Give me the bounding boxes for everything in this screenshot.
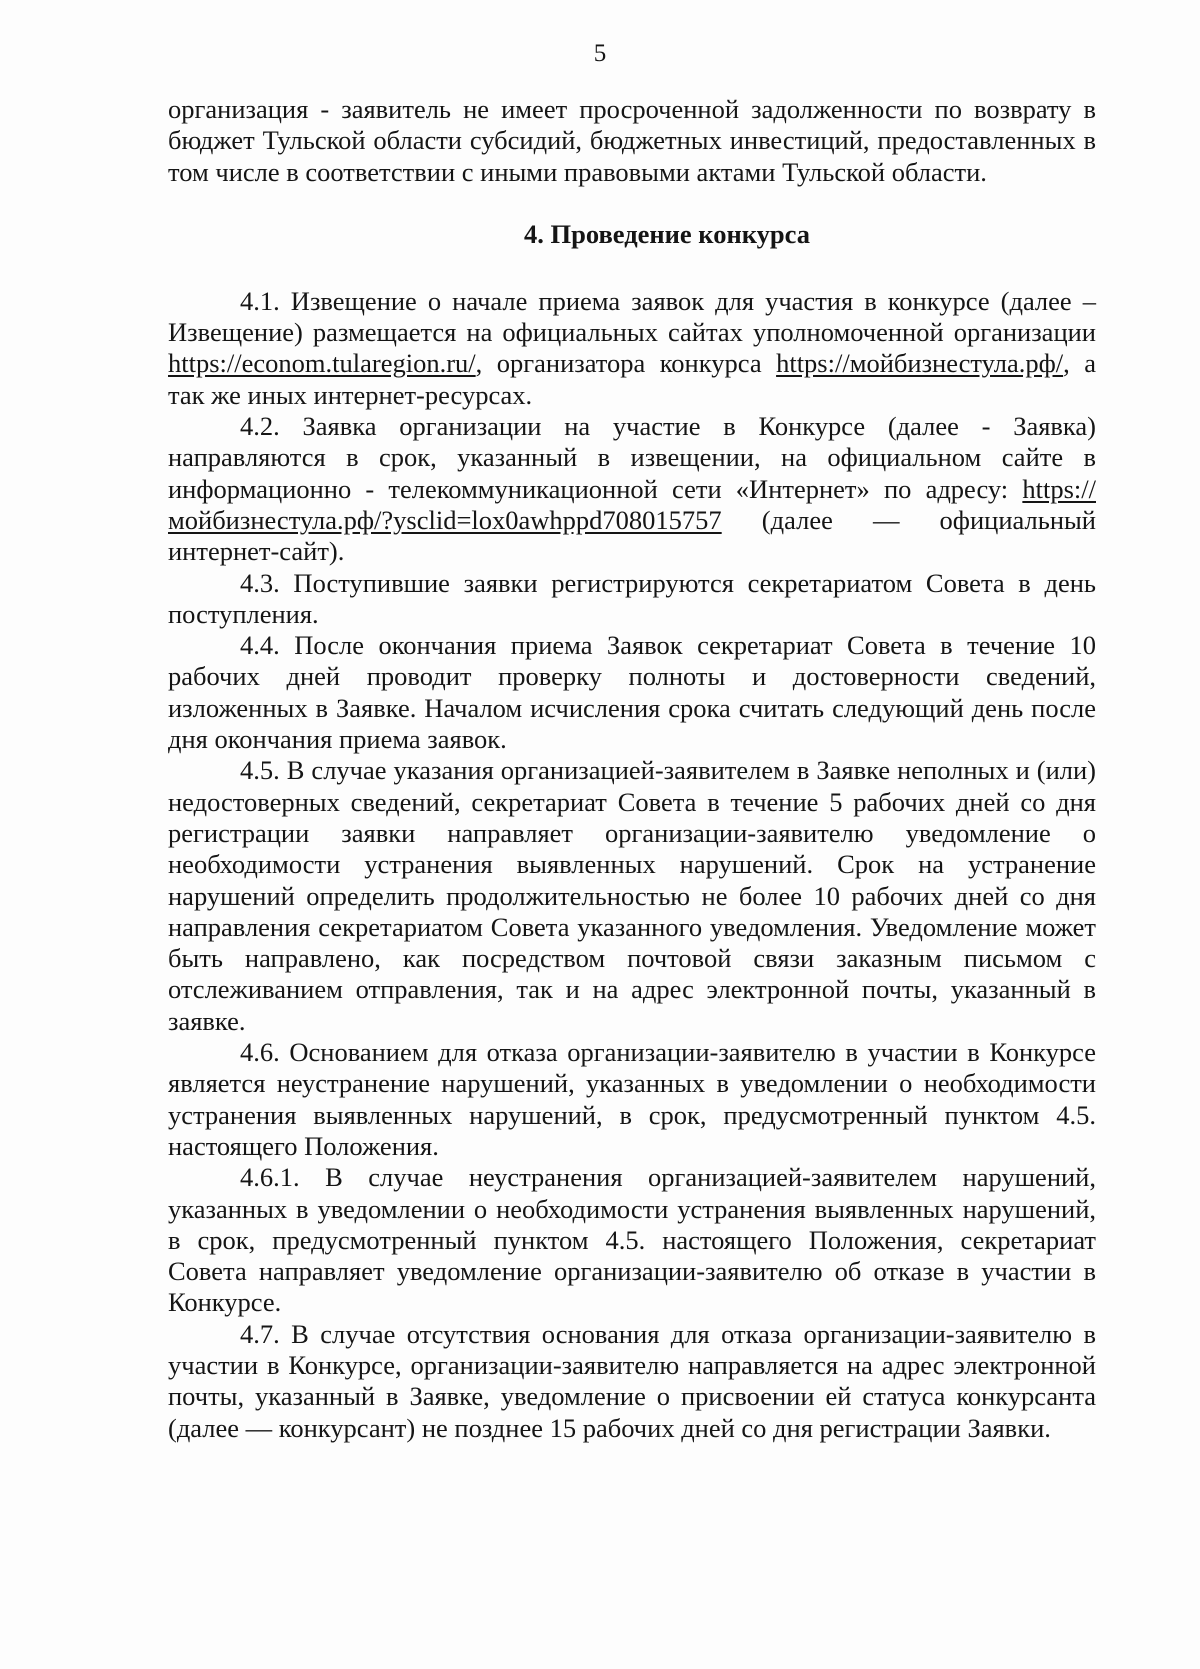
document-body <box>168 94 1096 1444</box>
paragraph-4-5: 4.5. В случае указания организацией-заявителем в Заявке неполных и (или) недостоверных сведений, секретариат Совета в течение 5 рабочих дней со дня регистрации заявки направляет организации-заявителю уведомление о необходимости устранения выявленных нарушений. Срок на устранение нарушений определить продолжительностью не более 10 рабочих дней со дня направления секретариатом Совета указанного уведомления. Уведомление может быть направлено, как посредством почтовой связи заказным письмом с отслеживанием отправления, так и на адрес электронной почты, указанный в заявке. <box>168 755 1096 1036</box>
page-number: 5 <box>593 40 607 67</box>
paragraph-4-2-text-before: 4.2. Заявка организации на участие в Конкурсе (далее - Заявка) направляются в срок, указанный в извещении, на официальном сайте в информационно - телекоммуникационной сети «Интернет» по адресу: <box>168 411 1096 504</box>
moibiznestula-link[interactable]: https://мойбизнестула.рф/ <box>776 348 1064 379</box>
paragraph-4-2 <box>168 411 1096 567</box>
paragraph-4-7: 4.7. В случае отсутствия основания для отказа организации-заявителю в участии в Конкурсе, организации-заявителю направляется на адрес электронной почты, указанный в Заявке, уведомление о присвоении ей статуса конкурсанта (далее — конкурсант) не позднее 15 рабочих дней со дня регистрации Заявки. <box>168 1318 1096 1443</box>
paragraph-4-1-text-after: , а так же иных интернет-ресурсах. <box>168 348 1097 410</box>
paragraph-4-4: 4.4. После окончания приема Заявок секретариат Совета в течение 10 рабочих дней проводит проверку полноты и достоверности сведений, изложенных в Заявке. Началом исчисления срока считать следующий день после дня окончания приема заявок. <box>168 630 1096 755</box>
paragraph-4-3: 4.3. Поступившие заявки регистрируются секретариатом Совета в день поступления. <box>168 567 1096 629</box>
intro-paragraph: организация - заявитель не имеет просроченной задолженности по возврату в бюджет Тульской области субсидий, бюджетных инвестиций, предоставленных в том числе в соответствии с иными правовыми актами Тульской области. <box>168 94 1096 187</box>
paragraph-4-1 <box>168 286 1096 411</box>
econom-tularegion-link[interactable]: https://econom.tularegion.ru/ <box>168 348 476 379</box>
paragraph-4-1-text-before: 4.1. Извещение о начале приема заявок для участия в конкурсе (далее – Извещение) размещается на официальных сайтах уполномоченной организации <box>168 285 1096 348</box>
paragraph-4-1-text-middle: , организатора конкурса <box>475 348 777 379</box>
paragraph-4-6: 4.6. Основанием для отказа организации-заявителю в участии в Конкурсе является неустранение нарушений, указанных в уведомлении о необходимости устранения выявленных нарушений, в срок, предусмотренный пунктом 4.5. настоящего Положения. <box>168 1037 1096 1161</box>
paragraph-4-2-text-after: (далее — официальный интернет-сайт). <box>168 504 1096 567</box>
section-title: 4. Проведение конкурса <box>524 218 810 249</box>
official-site-link[interactable]: https://мойбизнестула.рф/?ysclid=lox0awhppd708015757 <box>168 473 1096 535</box>
paragraph-4-6-1: 4.6.1. В случае неустранения организацией-заявителем нарушений, указанных в уведомлении о необходимости устранения выявленных нарушений, в срок, предусмотренный пунктом 4.5. настоящего Положения, секретариат Совета направляет уведомление организации-заявителю об отказе в участии в Конкурсе. <box>168 1162 1096 1318</box>
